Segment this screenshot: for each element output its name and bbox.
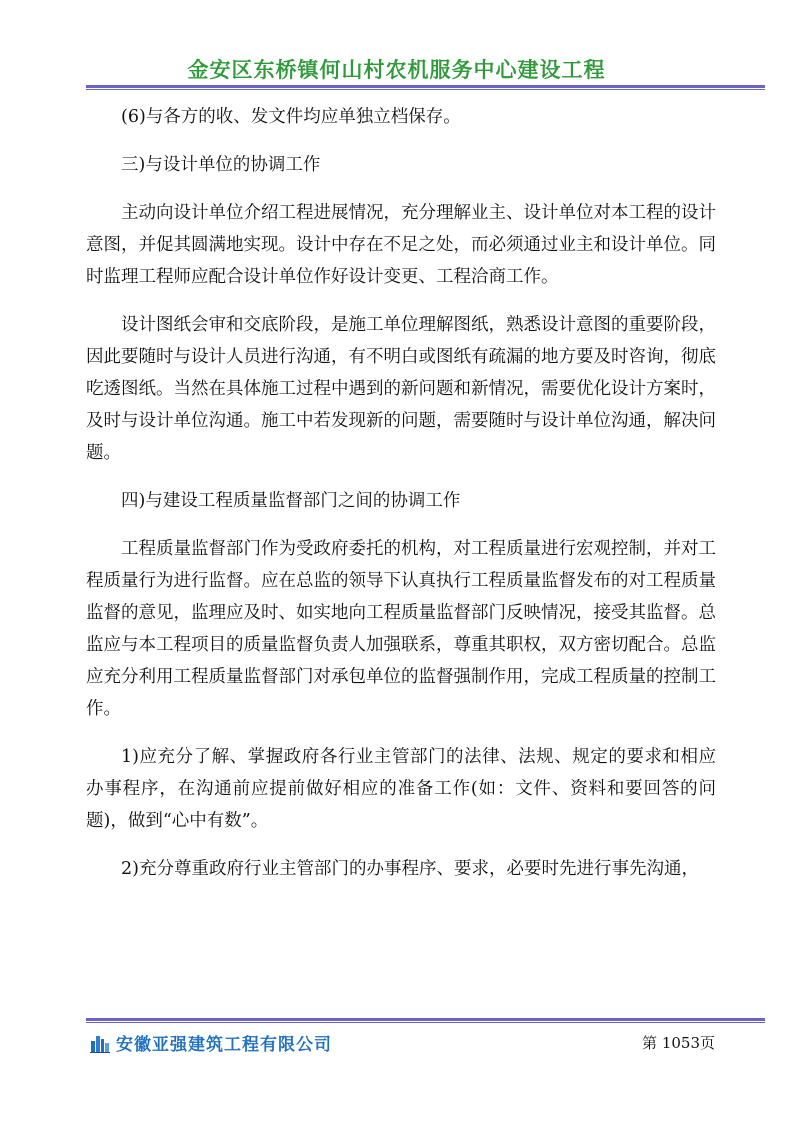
footer-divider: [86, 1018, 765, 1023]
page-header-title: 金安区东桥镇何山村农机服务中心建设工程: [187, 58, 606, 82]
footer-company: [90, 1030, 332, 1055]
paragraph: 设计图纸会审和交底阶段，是施工单位理解图纸，熟悉设计意图的重要阶段，因此要随时与设计人员进行沟通，有不明白或图纸有疏漏的地方要及时咨询，彻底吃透图纸。当然在具体施工过程中遇到的新问题和新情况，需要优化设计方案时，及时与设计单位沟通。施工中若发现新的问题，需要随时与设计单位沟通，解决问题。: [86, 315, 716, 463]
section-heading: 三)与设计单位的协调工作: [121, 155, 321, 175]
paragraph: 主动向设计单位介绍工程进展情况，充分理解业主、设计单位对本工程的设计意图，并促其圆满地实现。设计中存在不足之处，而必须通过业主和设计单位。同时监理工程师应配合设计单位作好设计变更、工程洽商工作。: [86, 203, 716, 287]
document-body: [86, 101, 716, 901]
paragraph: (6)与各方的收、发文件均应单独立档保存。: [121, 107, 461, 127]
paragraph: 1)应充分了解、掌握政府各行业主管部门的法律、法规、规定的要求和相应办事程序，在沟通前应提前做好相应的准备工作(如：文件、资料和要回答的问题)，做到“心中有数”。: [86, 747, 716, 831]
company-name: 安徽亚强建筑工程有限公司: [116, 1035, 332, 1055]
paragraph: 2)充分尊重政府行业主管部门的办事程序、要求，必要时先进行事先沟通，: [121, 859, 699, 879]
paragraph: 工程质量监督部门作为受政府委托的机构，对工程质量进行宏观控制，并对工程质量行为进行监督。应在总监的领导下认真执行工程质量监督发布的对工程质量监督的意见，监理应及时、如实地向工程质量监督部门反映情况，接受其监督。总监应与本工程项目的质量监督负责人加强联系，尊重其职权，双方密切配合。总监应充分利用工程质量监督部门对承包单位的监督强制作用，完成工程质量的控制工作。: [86, 539, 716, 719]
building-logo-icon: [90, 1033, 110, 1053]
section-heading: 四)与建设工程质量监督部门之间的协调工作: [121, 491, 461, 511]
header-divider: [86, 85, 765, 90]
page-number: 第 1053页: [642, 1034, 715, 1052]
